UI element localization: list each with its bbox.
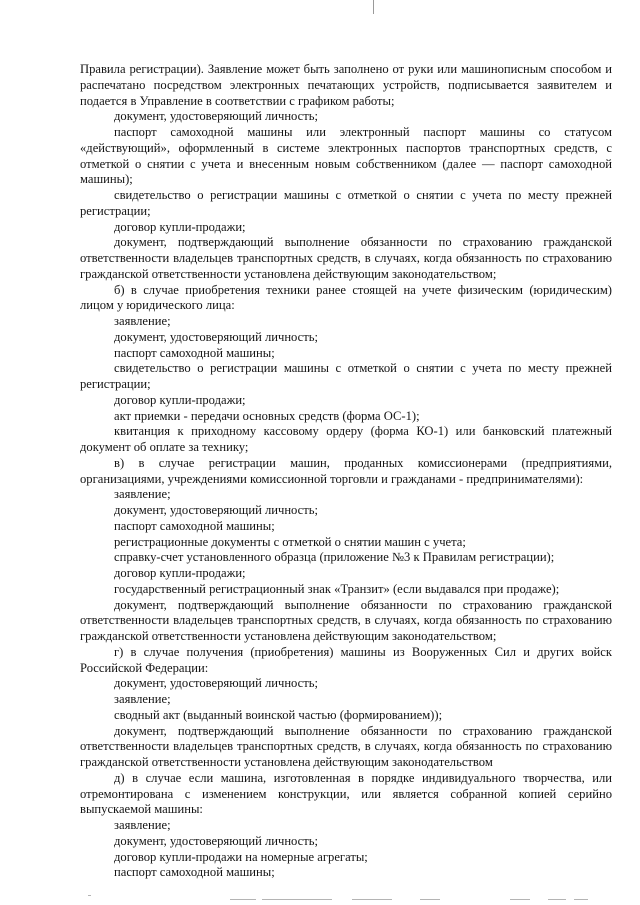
paragraph: документ, подтверждающий выполнение обязанности по страхованию гражданской ответственности владельцев транспортных средств, в случаях, когда обязанность по страхованию гражданской ответственности установлена действующим законодательством; bbox=[80, 235, 612, 281]
paragraph: регистрационные документы с отметкой о снятии машин с учета; bbox=[114, 534, 466, 549]
scan-line bbox=[262, 899, 332, 900]
paragraph: д) в случае если машина, изготовленная в порядке индивидуального творчества, или отремонтирована с изменением конструкции, или является собранной копией серийно выпускаемой машины: bbox=[80, 770, 612, 817]
paragraph: г) в случае получения (приобретения) машины из Вооруженных Сил и других войск Российской Федерации: bbox=[80, 644, 612, 675]
scan-mark-top bbox=[373, 0, 374, 14]
paragraph: справку-счет установленного образца (приложение №3 к Правилам регистрации); bbox=[114, 550, 555, 565]
paragraph: б) в случае приобретения техники ранее стоящей на учете физическим (юридическим) лицом у юридического лица: bbox=[80, 282, 612, 313]
paragraph: документ, удостоверяющий личность; bbox=[114, 833, 319, 848]
paragraph: свидетельство о регистрации машины с отметкой о снятии с учета по месту прежней регистрации; bbox=[80, 361, 612, 391]
paragraph: паспорт самоходной машины или электронный паспорт машины со статусом «действующий», оформленный в системе электронных паспортов транспортных средств, с отметкой о снятии с учета и внесенным новым собственником (далее — паспорт самоходной машины); bbox=[80, 125, 612, 187]
paragraph: договор купли-продажи; bbox=[114, 566, 246, 580]
paragraph: договор купли-продажи на номерные агрегаты; bbox=[114, 849, 368, 864]
paragraph: в) в случае регистрации машин, проданных комиссионерами (предприятиями, организациями, учреждениями комиссионной торговли и гражданами - предпринимателями): bbox=[80, 455, 612, 486]
paragraph: акт приемки - передачи основных средств (форма ОС-1); bbox=[114, 408, 420, 423]
scan-line bbox=[352, 899, 392, 900]
scan-speck bbox=[88, 895, 91, 896]
paragraph: договор купли-продажи; bbox=[114, 219, 246, 234]
paragraph: сводный акт (выданный воинской частью (формированием)); bbox=[114, 707, 443, 722]
paragraph: документ, удостоверяющий личность; bbox=[114, 109, 319, 124]
scan-line bbox=[574, 899, 588, 900]
paragraph: договор купли-продажи; bbox=[114, 392, 246, 407]
paragraph: документ, удостоверяющий личность; bbox=[114, 676, 319, 691]
paragraph: квитанция к приходному кассовому ордеру (форма КО-1) или банковский платежный документ об оплате за технику; bbox=[80, 424, 612, 454]
document-body bbox=[80, 62, 612, 881]
paragraph: документ, удостоверяющий личность; bbox=[114, 503, 319, 517]
paragraph: заявление; bbox=[114, 314, 171, 328]
paragraph: заявление; bbox=[114, 818, 171, 832]
scan-line bbox=[420, 899, 440, 900]
paragraph: паспорт самоходной машины; bbox=[114, 345, 275, 360]
scan-line bbox=[548, 899, 566, 900]
paragraph: Правила регистрации). Заявление может быть заполнено от руки или машинописным способом и распечатано посредством электронных печатающих устройств, подписывается заявителем и подается в Управление в соответствии с графиком работы; bbox=[80, 62, 612, 108]
scan-line bbox=[230, 899, 256, 900]
paragraph: заявление; bbox=[114, 487, 171, 502]
scan-marks-bottom bbox=[0, 893, 640, 905]
scan-line bbox=[510, 899, 530, 900]
paragraph: государственный регистрационный знак «Транзит» (если выдавался при продаже); bbox=[114, 581, 560, 596]
paragraph: паспорт самоходной машины; bbox=[114, 865, 275, 880]
paragraph: паспорт самоходной машины; bbox=[114, 518, 275, 533]
paragraph: документ, подтверждающий выполнение обязанности по страхованию гражданской ответственности владельцев транспортных средств, в случаях, когда обязанность по страхованию гражданской ответственности установлена действующим законодательством; bbox=[80, 597, 612, 643]
paragraph: свидетельство о регистрации машины с отметкой о снятии с учета по месту прежней регистрации; bbox=[80, 188, 612, 218]
paragraph: документ, подтверждающий выполнение обязанности по страхованию гражданской ответственности владельцев транспортных средств, в случаях, когда обязанность по страхованию гражданской ответственности установлена действующим законодательством bbox=[80, 723, 612, 769]
paragraph: заявление; bbox=[114, 692, 171, 706]
paragraph: документ, удостоверяющий личность; bbox=[114, 329, 319, 344]
